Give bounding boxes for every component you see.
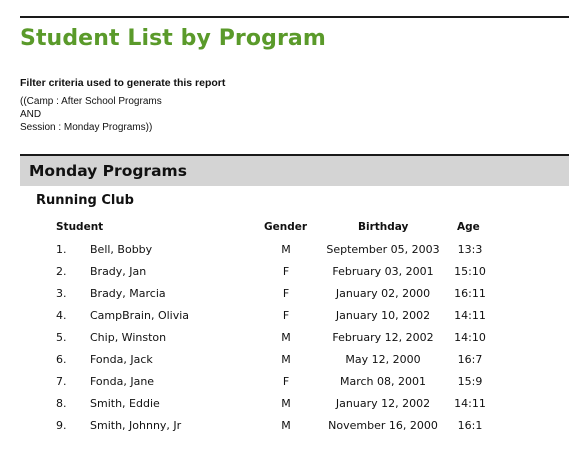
student-name: CampBrain, Olivia [90,309,190,322]
section-header-band [20,156,569,186]
student-name: Brady, Jan [90,265,147,278]
student-age: 16:11 [454,287,486,300]
column-header-student: Student [56,221,104,233]
student-name: Smith, Johnny, Jr [90,419,182,432]
student-name: Fonda, Jack [90,353,153,366]
row-number: 1. [56,243,67,256]
row-number: 3. [56,287,67,300]
student-age: 14:11 [454,397,486,410]
student-gender: F [282,287,290,300]
student-gender: F [282,265,290,278]
group-title: Running Club [36,193,134,208]
student-birthday: January 02, 2000 [335,287,431,300]
student-name: Smith, Eddie [90,397,160,410]
student-gender: F [282,309,290,322]
section-title: Monday Programs [29,162,187,180]
column-header-age: Age [457,221,480,233]
student-birthday: March 08, 2001 [339,375,426,388]
column-header-birthday: Birthday [358,221,409,233]
table-row [0,397,569,419]
student-birthday: September 05, 2003 [326,243,440,256]
student-age: 16:7 [457,353,483,366]
table-row [0,419,569,441]
student-age: 15:9 [457,375,483,388]
row-number: 2. [56,265,67,278]
student-birthday: November 16, 2000 [328,419,438,432]
student-name: Bell, Bobby [90,243,153,256]
student-name: Chip, Winston [90,331,167,344]
row-number: 7. [56,375,67,388]
student-age: 15:10 [454,265,486,278]
top-divider [20,16,569,18]
student-name: Brady, Marcia [90,287,166,300]
student-gender: M [281,243,291,256]
table-row [0,265,569,287]
student-birthday: May 12, 2000 [345,353,421,366]
column-header-gender: Gender [264,221,308,233]
filter-line-session: Session : Monday Programs)) [20,122,153,133]
student-gender: F [282,375,290,388]
student-age: 16:1 [457,419,483,432]
report-title: Student List by Program [20,26,326,51]
student-birthday: February 12, 2002 [332,331,434,344]
row-number: 8. [56,397,67,410]
table-row [0,309,569,331]
table-row [0,243,569,265]
student-birthday: January 12, 2002 [335,397,431,410]
table-row [0,353,569,375]
row-number: 5. [56,331,67,344]
row-number: 6. [56,353,67,366]
row-number: 4. [56,309,67,322]
filter-line-and: AND [20,109,42,120]
student-birthday: February 03, 2001 [332,265,434,278]
student-age: 13:3 [457,243,483,256]
row-number: 9. [56,419,67,432]
student-gender: M [281,353,291,366]
student-name: Fonda, Jane [90,375,155,388]
student-gender: M [281,397,291,410]
filter-line-camp: ((Camp : After School Programs [20,96,162,107]
student-age: 14:11 [454,309,486,322]
student-birthday: January 10, 2002 [335,309,431,322]
student-gender: M [281,331,291,344]
table-row [0,375,569,397]
filter-criteria-heading: Filter criteria used to generate this report [20,77,226,89]
student-age: 14:10 [454,331,486,344]
table-row [0,331,569,353]
table-row [0,287,569,309]
student-gender: M [281,419,291,432]
